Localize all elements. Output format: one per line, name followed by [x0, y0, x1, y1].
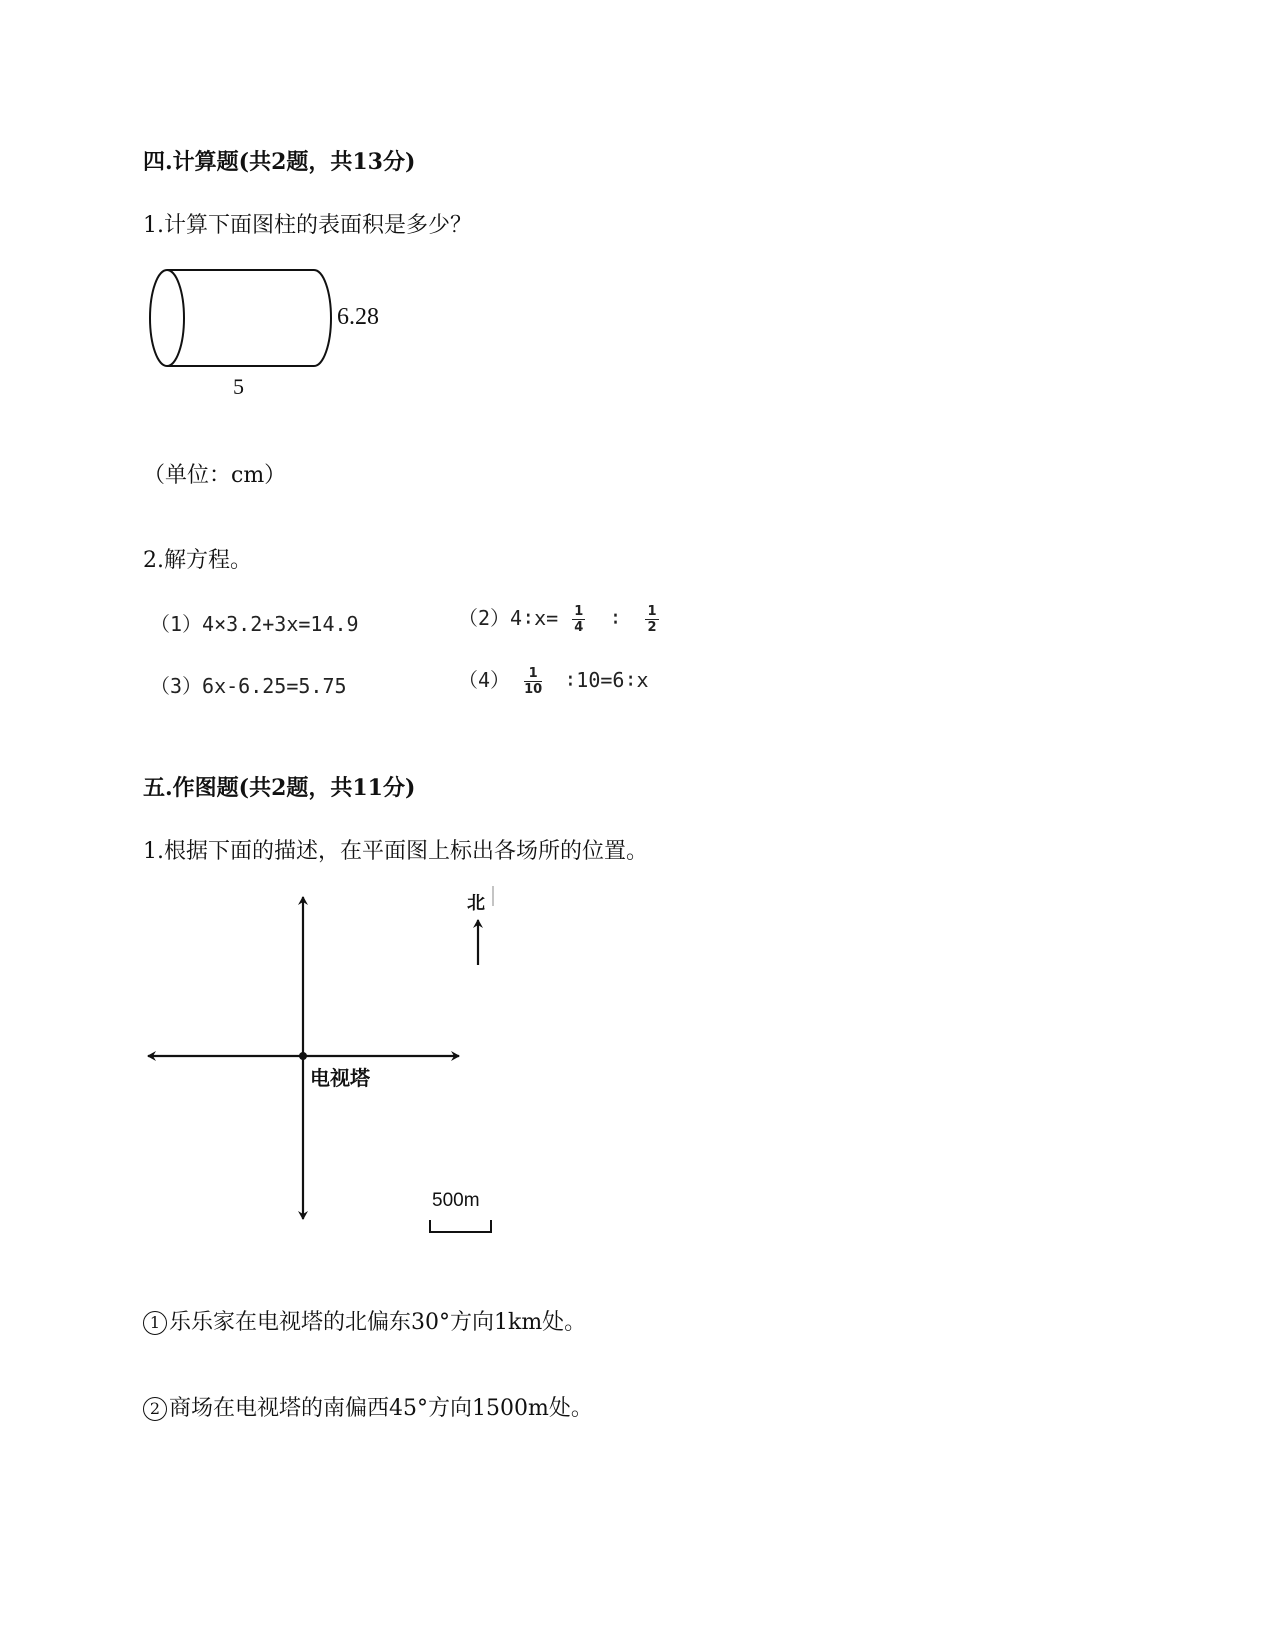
- section4-heading: 四.计算题(共2题，共13分): [143, 149, 416, 175]
- equation-4-suffix: ∶10=6∶x: [564, 668, 649, 692]
- scale-bar: [430, 1220, 491, 1232]
- fraction-numerator: 1: [574, 604, 584, 619]
- section5-heading: 五.作图题(共2题，共11分): [143, 775, 416, 801]
- item-1-text: 乐乐家在电视塔的北偏东30°方向1km处。: [169, 1310, 587, 1335]
- question-2-text: 2.解方程。: [143, 548, 252, 573]
- fraction-denominator: 4: [574, 620, 584, 635]
- circled-number-2: 2: [143, 1397, 167, 1421]
- fraction-numerator: 1: [647, 604, 657, 619]
- question-1-text: 1.计算下面图柱的表面积是多少？: [143, 213, 472, 238]
- item-2: [143, 1391, 593, 1422]
- item-2-text: 商场在电视塔的南偏西45°方向1500m处。: [169, 1396, 593, 1421]
- fraction-denominator: 2: [647, 620, 657, 635]
- tv-tower-point: [299, 1052, 307, 1060]
- cylinder-length-label: 5: [233, 374, 244, 399]
- section5-question-1-text: 1.根据下面的描述，在平面图上标出各场所的位置。: [143, 839, 648, 864]
- equation-4-prefix: （4）: [458, 668, 511, 692]
- scale-label: 500m: [432, 1190, 480, 1211]
- fraction-numerator: 1: [524, 666, 542, 682]
- unit-note: （单位：cm）: [143, 463, 287, 488]
- cylinder-height-label: 6.28: [337, 304, 379, 330]
- equation-3: （3）6x-6.25=5.75: [150, 674, 347, 698]
- north-label: 北: [467, 893, 485, 914]
- equation-2-prefix: （2）4∶x=: [458, 606, 559, 630]
- equation-1: （1）4×3.2+3x=14.9: [150, 612, 359, 636]
- item-1: [143, 1305, 586, 1336]
- tv-tower-label: 电视塔: [310, 1066, 370, 1090]
- ratio-separator: ∶: [609, 606, 622, 630]
- fraction-denominator: 10: [524, 682, 543, 697]
- circled-number-1: 1: [143, 1311, 167, 1335]
